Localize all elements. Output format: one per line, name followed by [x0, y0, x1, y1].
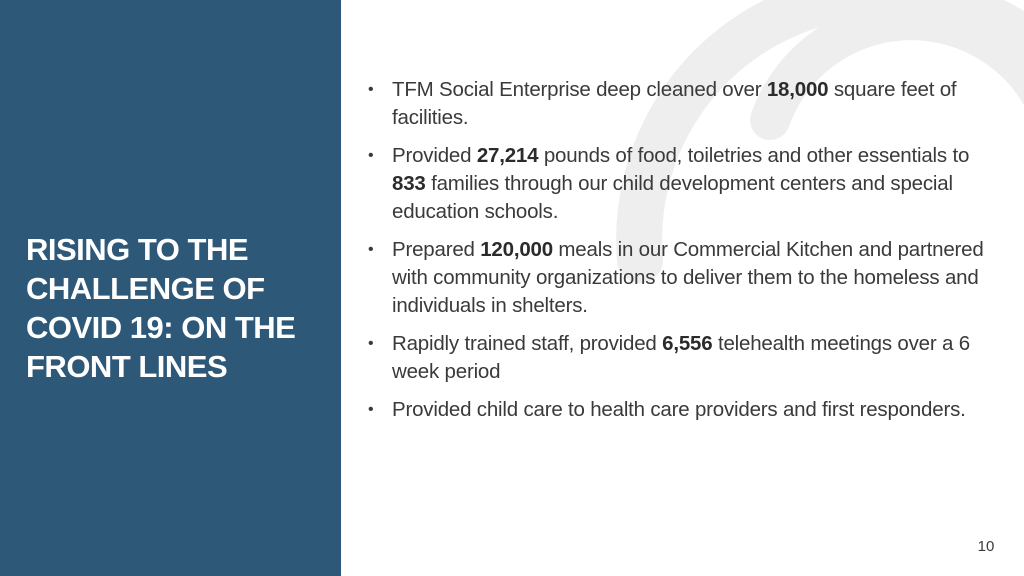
- bullet-text: pounds of food, toiletries and other essentials to: [538, 144, 970, 167]
- bullet-text: Provided child care to health care providers and first responders.: [392, 398, 966, 421]
- bullet-text: TFM Social Enterprise deep cleaned over: [392, 78, 767, 101]
- bullet-highlight: 6,556: [662, 332, 713, 355]
- bullet-text: telehealth meetings over a 6 week period: [392, 332, 970, 383]
- bullet-icon: •: [368, 81, 374, 98]
- bullet-highlight: 27,214: [476, 144, 539, 167]
- slide-title-line: CHALLENGE OF: [26, 271, 265, 306]
- bullet-item: [368, 396, 998, 424]
- bullet-text: Prepared: [392, 238, 481, 261]
- slide-title-line: COVID 19: ON THE: [26, 310, 296, 345]
- bullet-list: [368, 76, 998, 434]
- bullet-text: square feet of facilities.: [392, 78, 957, 129]
- bullet-icon: •: [368, 401, 374, 418]
- bullet-text: Rapidly trained staff, provided: [392, 332, 663, 355]
- bullet-highlight: 833: [392, 172, 426, 195]
- slide-title: [26, 230, 331, 386]
- slide-title-line: RISING TO THE: [26, 232, 249, 267]
- bullet-icon: •: [368, 241, 374, 258]
- bullet-text: Provided: [392, 144, 477, 167]
- bullet-item: [368, 142, 998, 226]
- bullet-icon: •: [368, 335, 374, 352]
- page-number: 10: [977, 538, 995, 555]
- bullet-highlight: 120,000: [480, 238, 553, 261]
- bullet-item: [368, 236, 998, 320]
- bullet-text: families through our child development centers and special education schools.: [392, 172, 953, 223]
- bullet-highlight: 18,000: [766, 78, 829, 101]
- bullet-icon: •: [368, 147, 374, 164]
- bullet-text: meals in our Commercial Kitchen and partnered with community organizations to deliver them to the homeless and individuals in shelters.: [392, 238, 984, 317]
- slide-title-line: FRONT LINES: [26, 349, 228, 384]
- bullet-item: [368, 76, 998, 132]
- bullet-item: [368, 330, 998, 386]
